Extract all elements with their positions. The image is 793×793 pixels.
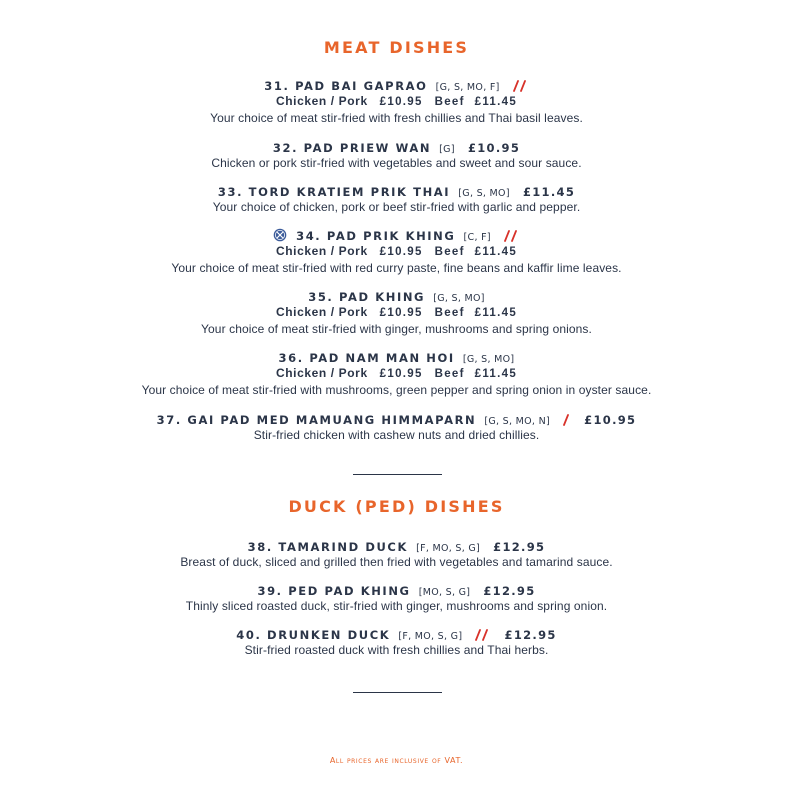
- variant-label: Chicken / Pork: [275, 366, 368, 380]
- dish-37: [0, 410, 793, 444]
- dish-prices: [0, 365, 793, 382]
- dish-prices: [0, 304, 793, 321]
- dish-codes: [F, MO, S, G]: [398, 631, 463, 642]
- price: £10.95: [379, 368, 423, 380]
- dish-name: 37. GAI PAD MED MAMUANG HIMMAPARN: [156, 413, 477, 427]
- dish-name: 38. TAMARIND DUCK: [247, 540, 408, 554]
- dish-description: Stir-fried roasted duck with fresh chillies and Thai herbs.: [244, 643, 549, 657]
- dish-34: [0, 226, 793, 277]
- dish-codes: [G, S, MO]: [462, 354, 515, 365]
- dish-39: [0, 581, 793, 615]
- variant-label: Chicken / Pork: [275, 244, 368, 258]
- dish-31: [0, 76, 793, 127]
- variant-label: Beef: [434, 307, 465, 319]
- dish-name: 31. PAD BAI GAPRAO: [264, 79, 428, 93]
- dish-description: Stir-fried chicken with cashew nuts and dried chillies.: [253, 428, 540, 442]
- dish-32: [0, 138, 793, 172]
- dish-header: [0, 625, 793, 642]
- dish-codes: [G, S, MO]: [458, 188, 510, 199]
- price: £12.95: [483, 584, 536, 598]
- chilli-icon: [561, 414, 571, 426]
- dish-codes: [F, MO, S, G]: [416, 543, 481, 554]
- section-title-meat: MEAT DISHES: [323, 38, 470, 57]
- price: £10.95: [379, 96, 423, 108]
- dish-description: Your choice of meat stir-fried with ginger, mushrooms and spring onions.: [201, 322, 592, 336]
- dish-description: Your choice of meat stir-fried with red curry paste, fine beans and kaffir lime leaves.: [171, 261, 622, 275]
- dish-description: Your choice of meat stir-fried with mushrooms, green pepper and spring onion in oyster sauce.: [141, 383, 652, 397]
- dish-header: [0, 348, 793, 365]
- dish-codes: [G, S, MO, N]: [484, 416, 550, 427]
- dish-33: [0, 182, 793, 216]
- dish-header: [0, 138, 793, 155]
- chilli-icon: [511, 80, 529, 92]
- dish-name: 34. PAD PRIK KHING: [296, 229, 456, 243]
- vat-note: All prices are inclusive of VAT.: [329, 756, 464, 765]
- chilli-icon: [473, 629, 491, 641]
- dish-name: 33. TORD KRATIEM PRIK THAI: [217, 185, 451, 199]
- dish-codes: [C, F]: [463, 232, 491, 243]
- variant-label: Beef: [434, 96, 465, 108]
- variant-label: Beef: [434, 246, 465, 258]
- price: £12.95: [493, 540, 546, 554]
- section-title-duck: DUCK (PED) DISHES: [288, 497, 505, 516]
- price: £10.95: [467, 141, 521, 155]
- dish-header: [0, 410, 793, 427]
- dish-header: [0, 226, 793, 243]
- dish-name: 32. PAD PRIEW WAN: [272, 141, 432, 155]
- dish-header: [0, 287, 793, 304]
- dish-description: Breast of duck, sliced and grilled then fried with vegetables and tamarind sauce.: [180, 555, 613, 569]
- section-divider: [353, 692, 442, 693]
- dish-description: Chicken or pork stir-fried with vegetables and sweet and sour sauce.: [211, 156, 582, 170]
- dish-codes: [MO, S, G]: [418, 587, 471, 598]
- dish-35: [0, 287, 793, 338]
- dish-header: [0, 537, 793, 554]
- variant-label: Chicken / Pork: [275, 94, 368, 108]
- variant-label: Chicken / Pork: [275, 305, 368, 319]
- signature-dish-icon: [273, 228, 287, 242]
- dish-codes: [G]: [439, 144, 455, 155]
- dish-36: [0, 348, 793, 399]
- dish-codes: [G, S, MO, F]: [435, 82, 500, 93]
- dish-description: Your choice of meat stir-fried with fresh chillies and Thai basil leaves.: [210, 111, 583, 125]
- dish-name: 39. PED PAD KHING: [257, 584, 411, 598]
- dish-header: [0, 581, 793, 598]
- price: £10.95: [584, 413, 637, 427]
- dish-prices: [0, 243, 793, 260]
- dish-40: [0, 625, 793, 659]
- dish-header: [0, 182, 793, 199]
- price: £11.45: [474, 368, 518, 380]
- price: £11.45: [474, 96, 518, 108]
- price: £10.95: [379, 307, 423, 319]
- dish-codes: [G, S, MO]: [433, 293, 485, 304]
- dish-name: 35. PAD KHING: [308, 290, 426, 304]
- dish-name: 36. PAD NAM MAN HOI: [278, 351, 455, 365]
- chilli-icon: [502, 230, 520, 242]
- price: £11.45: [474, 246, 518, 258]
- dish-description: Your choice of chicken, pork or beef stir-fried with garlic and pepper.: [212, 200, 581, 214]
- dish-name: 40. DRUNKEN DUCK: [236, 628, 391, 642]
- section-divider: [353, 474, 442, 475]
- dish-prices: [0, 93, 793, 110]
- dish-38: [0, 537, 793, 571]
- variant-label: Beef: [434, 368, 465, 380]
- price: £10.95: [379, 246, 423, 258]
- price: £11.45: [474, 307, 518, 319]
- dish-header: [0, 76, 793, 93]
- dish-description: Thinly sliced roasted duck, stir-fried with ginger, mushrooms and spring onion.: [185, 599, 608, 613]
- price: £11.45: [522, 185, 576, 199]
- price: £12.95: [504, 628, 557, 642]
